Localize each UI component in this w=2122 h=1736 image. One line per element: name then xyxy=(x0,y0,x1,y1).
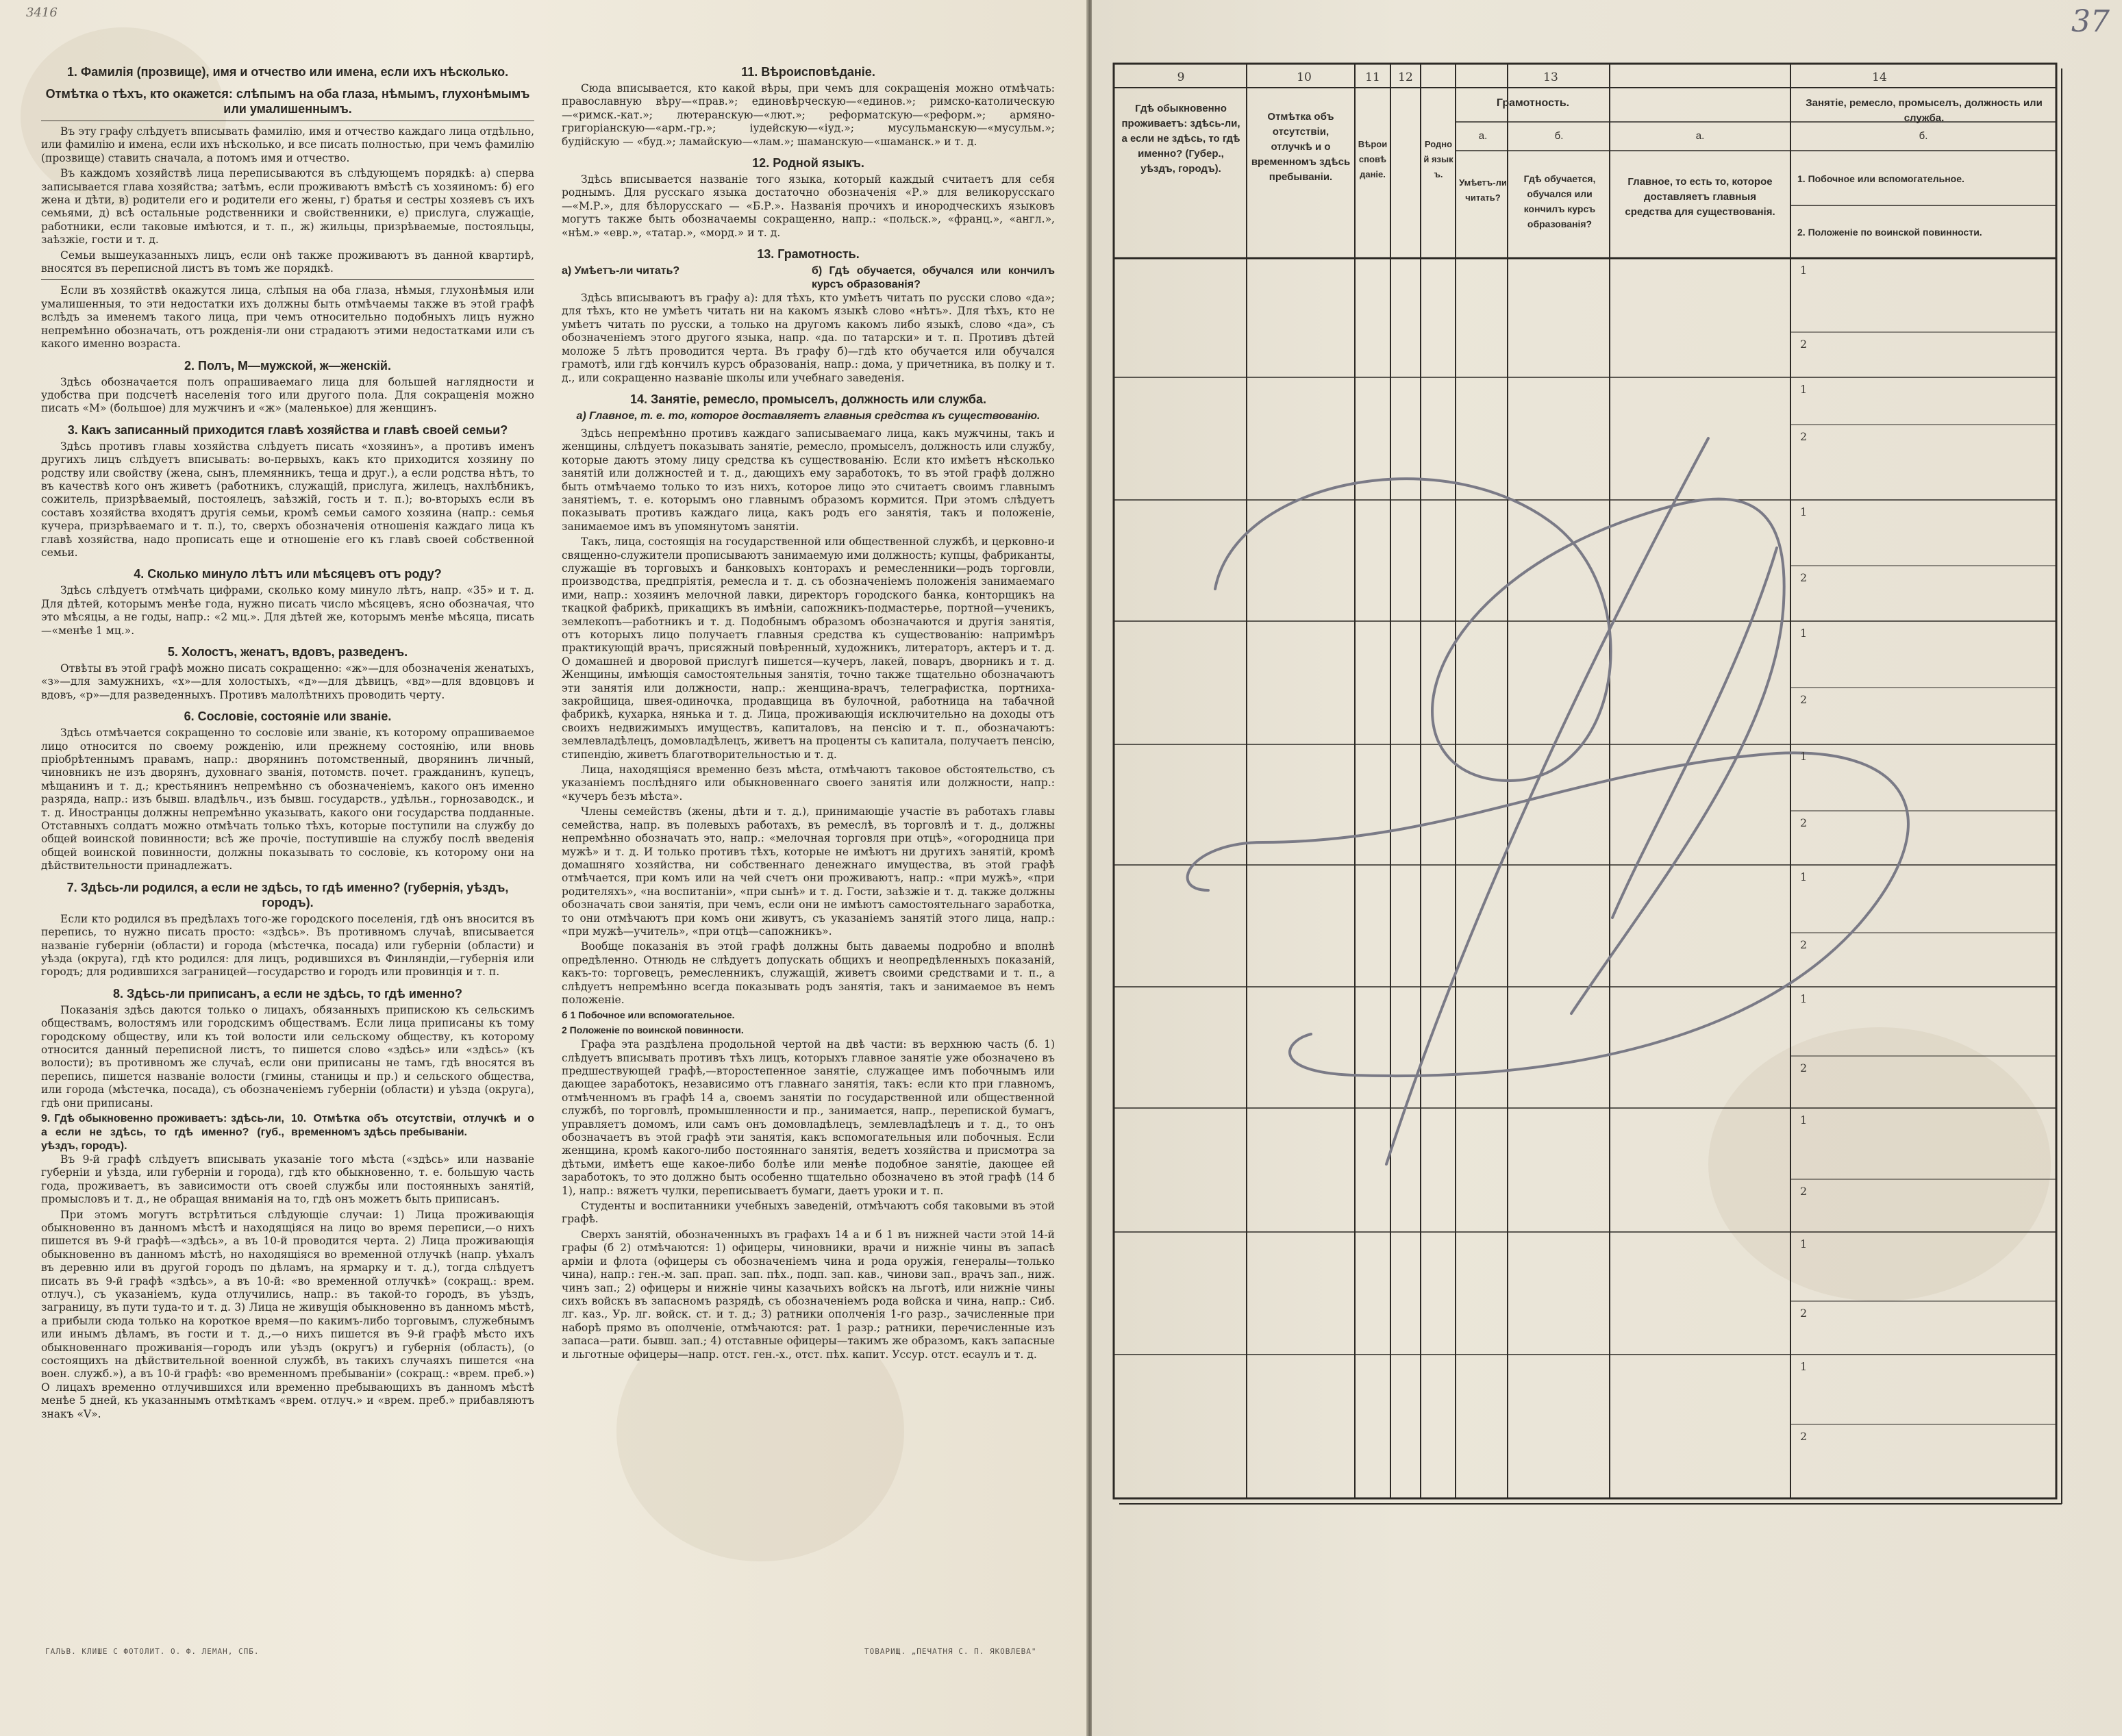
row-subnumber: 1 xyxy=(1800,992,1808,1005)
instruction-paragraph: Сюда вписывается, кто какой вѣры, при чемъ для сокращенія можно отмѣчать: православную вѣру—«прав.»; единовѣрческую—«единов.»; римско-католическую—«римск.-кат.»; лютеранскую—«лют.»; реформатскую—«реформ.»; армяно-григоріанскую—«арм.-гр.»; іудейскую—«іуд.»; мусульманскую—«мусульм.»; будійскую — «буд.»; ламайскую—«лам.»; шаманскую—«шаманск.» и т. д. xyxy=(562,82,1055,148)
table-frame xyxy=(1114,64,2056,1498)
instruction-paragraph: Показанія здѣсь даются только о лицахъ, обязанныхъ припискою къ сельскимъ обществамъ, волостямъ или городскимъ обществамъ. Если лица приписаны къ тому городскому обществу, или къ той волости или сельскому обществу, къ которому относится данный переписной листъ, то пишется слово «здѣсь» или «здѣсь» (къ волости); въ противномъ же случаѣ, если они приписаны не тамъ, гдѣ вносятся въ перепись, пишется названіе волости (гмины, станицы и пр.) и сельского общества, или города (мѣстечка, посада), съ обозначеніемъ губерніи (области) и уѣзда (округа), гдѣ они приписаны. xyxy=(41,1003,534,1109)
row-subnumber: 2 xyxy=(1800,1061,1808,1074)
row-subnumber: 2 xyxy=(1800,1307,1808,1320)
instructions-column-left xyxy=(41,58,534,1619)
section-heading: 1. Фамилія (прозвище), имя и отчество или имена, если ихъ нѣсколько. xyxy=(66,65,509,79)
row-subnumber: 2 xyxy=(1800,1185,1808,1198)
page-mark: 3416 xyxy=(26,5,58,20)
row-subnumber: 1 xyxy=(1800,870,1808,883)
instruction-paragraph: Въ эту графу слѣдуетъ вписывать фамилію, имя и отчество каждаго лица отдѣльно, или фамилію и имена, если ихъ нѣсколько, и все писать полностью, при чемъ фамилію (прозвище) ставить сначала, а потомъ имя и отчество. xyxy=(41,125,534,164)
section-heading: 12. Родной языкъ. xyxy=(752,156,864,171)
instruction-paragraph: Студенты и воспитанники учебныхъ заведеній, отмѣчаютъ собя таковыми въ этой графѣ. xyxy=(562,1200,1055,1226)
section-heading: 4. Сколько минуло лѣтъ или мѣсяцевъ отъ роду? xyxy=(134,567,442,581)
instruction-paragraph: Здѣсь отмѣчается сокращенно то сословіе или званіе, къ которому опрашиваемое лицо относится по своему рожденію, или прежнему состоянію, или вновь пріобрѣтеннымъ правамъ, напр.: дворянинъ потомственный, дворянинъ личный, чиновникъ не изъ дворянъ, духовнаго званія, потомств. почет. гражданинъ, купецъ, мѣщанинъ и т. д.; крестьянинъ непремѣнно съ обозначеніемъ, какого онъ именно разряда, напр.: изъ бывш. владѣльч., изъ бывш. государств., удѣльн., горнозаводск., и т. д. Иностранцы должны непремѣнно указывать, какого они государства подданные. Отставныхъ солдатъ можно отмѣчать только тѣхъ, которые поступили на службу до общей воинской повинности; всѣ же прочіе, поступившіе на службу послѣ введенія общей воинской повинности, должны показывать то сословіе, къ которому они на дѣйствительности принадлежатъ. xyxy=(41,727,534,872)
paired-heading xyxy=(562,264,1055,292)
row-subnumber: 1 xyxy=(1800,383,1808,396)
instruction-paragraph: Здѣсь непремѣнно противъ каждаго записываемаго лица, какъ мужчины, такъ и женщины, слѣдуетъ показывать занятіе, ремесло, промыселъ, должность или службу, которые даютъ этому лицу средства къ существованію. Если кто имѣетъ нѣсколько занятій или должностей и т. д., дающихъ ему заработокъ, то въ этой графѣ должно быть отмѣчаемо только то изъ нихъ, которое лицо это считаетъ своимъ главнымъ занятіемъ, т. е. которымъ оно главнымъ образомъ кормится. При этомъ слѣдуетъ показывать противъ каждаго лица, какъ родъ его занятія, такъ и положеніе, занимаемое имъ въ упомянутомъ занятіи. xyxy=(562,427,1055,533)
instruction-paragraph: Семьи вышеуказанныхъ лицъ, если онѣ также проживаютъ въ данной квартирѣ, вносятся въ переписной листъ въ томъ же порядкѣ. xyxy=(41,249,534,275)
header-side-occupation: 1. Побочное или вспомогательное. xyxy=(1797,173,1964,184)
pencil-cancellation-mark xyxy=(1188,438,1908,1164)
instruction-paragraph: Здѣсь вписывается названіе того языка, который каждый считаетъ для себя роднымъ. Для русскаго языка достаточно обозначенія «Р.» для великорусскаго—«М.Р.», для бѣлорусскаго — «Б.Р.». Названія прочихъ и инородческихъ языковъ могутъ также быть обозначаемы сокращенно, напр.: «польск.», «франц.», «англ.», «нѣм.» «евр.», «татар.», «морд.» и т. д. xyxy=(562,173,1055,239)
col-number-12: 12 xyxy=(1398,71,1413,84)
row-subnumber: 1 xyxy=(1800,505,1808,518)
pencil-stroke xyxy=(1386,438,1708,1164)
instruction-paragraph: Вообще показанія въ этой графѣ должны быть даваемы подробно и вполнѣ опредѣленно. Отнюдь не слѣдуетъ допускать общихъ и неопредѣленныхъ показаній, какъ-то: торговецъ, ремесленникъ, служащій, живетъ своими средствами и т. п., а слѣдуетъ непремѣнно всегда показывать родъ занятія, такъ и занимаемое въ немъ положеніе. xyxy=(562,940,1055,1006)
printer-imprint: ГАЛЬВ. КЛИШЕ С ФОТОЛИТ. О. Ф. ЛЕМАН, СПБ. xyxy=(45,1647,260,1656)
section-heading: 2. Полъ, М—мужской, ж—женскій. xyxy=(184,358,391,373)
census-table-grid xyxy=(1092,0,2122,1736)
instruction-paragraph: Лица, находящіяся временно безъ мѣста, отмѣчаютъ таковое обстоятельство, съ указаніемъ послѣдняго или обыкновеннаго своего занятія или должности, напр.: «кучеръ безъ мѣста». xyxy=(562,764,1055,803)
printer-imprint: ТОВАРИЩ. „ПЕЧАТНЯ С. П. ЯКОВЛЕВА" xyxy=(864,1647,1037,1656)
row-subnumber: 2 xyxy=(1800,1430,1808,1443)
pencil-stroke xyxy=(1612,548,1777,918)
section-heading: 13. Грамотность. xyxy=(757,247,860,262)
row-subnumber: 2 xyxy=(1800,693,1808,706)
instruction-paragraph: Члены семействъ (жены, дѣти и т. д.), принимающіе участіе въ работахъ главы семейства, напр. въ полевыхъ работахъ, въ ремеслѣ, въ торговлѣ и т. д., должны непремѣнно обозначать это, напр.: «мелочная торговля при отцѣ», «огородница при мужѣ» и т. д. И только противъ тѣхъ, которые не имѣютъ ни другихъ занятій, кромѣ домашняго хозяйства, ни собственнаго денежнаго имущества, въ этой графѣ отмѣчается, при комъ или на чей счетъ они проживаютъ, напр.: «при мужѣ», «при родителяхъ», «на воспитаніи», «при сынѣ» и т. д. Гости, заѣзжіе и т. д. также должны обозначать свои занятія, при чемъ, если они не имѣютъ самостоятельнаго заработка, то они отмѣчаютъ при комъ они живутъ, съ указаніемъ занятій этого лица, напр.: «при мужѣ—учитель», «при отцѣ—сапожникъ». xyxy=(562,805,1055,938)
row-subnumber: 1 xyxy=(1800,1237,1808,1250)
instruction-paragraph: Здѣсь слѣдуетъ отмѣчать цифрами, сколько кому минуло лѣтъ, напр. «35» и т. д. Для дѣтей, которымъ менѣе года, нужно писать число мѣсяцевъ, ясно обозначая, что это мѣсяцы, а не годы, напр.: «2 мц.». Для дѣтей же, которымъ менѣе мѣсяца, писать—«менѣе 1 мц.». xyxy=(41,584,534,637)
header-can-read: Умѣетъ-ли читать? xyxy=(1459,177,1507,203)
instruction-paragraph: Сверхъ занятій, обозначенныхъ въ графахъ 14 а и б 1 въ нижней части этой 14-й графы (б 2) отмѣчаются: 1) офицеры, чиновники, врачи и нижніе чины въ запасѣ арміи и флота (офицеры съ обозначеніемъ чина и рода оружія, генералы—только чина), напр.: ген.-м. зап. прап. зап. пѣх., подп. зап. кав., чинови зап., врачъ зап., ниж. чинъ зап.; 2) офицеры и нижніе чины казачьихъ войскъ на льготѣ, или нижніе чины сихъ войскъ въ запасномъ разрядѣ, съ обозначеніемъ рода войска и чина, напр.: Сиб. лг. каз., Ур. лг. войск. ст. и т. д.; 3) ратники ополченія 1-го разр., зачисленные при наборѣ прямо въ ополченіе, отмѣчаются: рат. 1 разр.; ратники, перечисленные изъ запаса—рати. бывш. зап.; 4) отставные офицеры—такимъ же образомъ, какъ запасные и льготные офицеры—напр. отст. ген.-х., отст. пѣх. капит. Уссур. отст. есаулъ и т. д. xyxy=(562,1228,1055,1361)
instruction-paragraph: Если въ хозяйствѣ окажутся лица, слѣпыя на оба глаза, нѣмыя, глухонѣмыя или умалишенныя, то эти недостатки ихъ должны быть отмѣчаемы также въ этой графѣ вслѣдъ за именемъ такого лица, при чемъ относительно подобныхъ лицъ нужно непремѣнно обозначать, отъ рожденія-ли они страдаютъ этими недостатками или съ какого именно возраста. xyxy=(41,284,534,351)
section-heading: 14. Занятіе, ремесло, промыселъ, должность или служба. xyxy=(629,392,987,406)
page-number: 37 xyxy=(2071,4,2110,39)
section-heading: 6. Сословіе, состояніе или званіе. xyxy=(184,709,392,724)
row-subnumber: 1 xyxy=(1800,627,1808,640)
header-absence: Отмѣтка объ отсутствіи, отлучкѣ и о временномъ здѣсь пребываніи. xyxy=(1251,111,1351,183)
instruction-paragraph: Въ 9-й графѣ слѣдуетъ вписывать указаніе того мѣста («здѣсь» или названіе губерніи и уѣзда, или губерніи и города), гдѣ кто обыкновенно, т. е. большую часть года, проживаетъ, въ зависимости отъ своей службы или постоянныхъ занятій, промысловъ и т. д., не обращая вниманія на то, гдѣ онъ можетъ быть приписанъ. xyxy=(41,1153,534,1206)
header-literacy: Грамотность. xyxy=(1496,97,1570,109)
heading: 10. Отмѣтка объ отсутствіи, отлучкѣ и о временномъ здѣсь пребываніи. xyxy=(291,1112,534,1138)
header-residence: Гдѣ обыкновенно проживаетъ: здѣсь-ли, а если не здѣсь, то гдѣ именно? (Губер., уѣздъ, городъ). xyxy=(1121,103,1240,175)
row-subnumber: 1 xyxy=(1800,750,1808,763)
col-number-11: 11 xyxy=(1365,71,1380,84)
heading: б) Гдѣ обучается, обучался или кончилъ курсъ образованія? xyxy=(812,265,1055,291)
col-number-10: 10 xyxy=(1297,71,1312,84)
instruction-paragraph: Такъ, лица, состоящія на государственной или общественной службѣ, и церковно-и священно-служители прописываютъ занимаемую ими должность; купцы, фабриканты, служащіе въ торговыхъ и банковыхъ конторахъ и ремесленники—родъ торговли, производства, предпріятія, ремесла и т. д. съ обозначеніемъ положенія занимаемаго ими, напр.: хозяинъ мелочной лавки, директоръ городского банка, конторщикъ на ткацкой фабрикѣ, прикащикъ въ имѣніи, сапожникъ-подмастерье, портной—ученикъ, землекопъ—работникъ и т. д. Подобнымъ образомъ обозначаются и другія занятія, отъ которыхъ лицо получаетъ главныя средства къ существованію: напримѣръ практикующій врачъ, присяжный повѣренный, художникъ, литераторъ, актеръ и т. д. О домашней и дворовой прислугѣ пишется—кучеръ, лакей, поваръ, дворникъ и т. д. Женщины, имѣющія самостоятельныя занятія, точно также тщательно обозначаютъ эти занятія или должности, напр.: женщина-врачъ, телеграфистка, портниха-закройщица, швея-одиночка, продавщица въ булочной, работница на табачной фабрикѣ, кухарка, нянька и т. д. Лица, проживающія исключительно на доходы отъ своихъ недвижимыхъ имуществъ, капиталовъ, на пенсію и т. п., обозначаютъ: землевладѣлецъ, домовладѣлецъ, живетъ на проценты съ капитала, получаетъ пенсію, стипендію, живетъ благотворительностью и т. д. xyxy=(562,536,1055,761)
pencil-stroke xyxy=(1188,753,1908,1076)
instruction-paragraph: Графа эта раздѣлена продольной чертой на двѣ части: въ верхнюю часть (б. 1) слѣдуетъ вписывать противъ тѣхъ лицъ, которыхъ главное занятіе уже обозначено въ предшествующей графѣ,—второстепенное занятіе, служащее имъ побочнымъ или дающее заработокъ, независимо отъ главнаго занятія, такъ: если кто при главномъ, отмѣченномъ въ графѣ 14 а, своемъ занятіи по государственной или общественной службѣ, по торговлѣ, промышленности и пр., занимается, напр., перепиской бумагъ, управляетъ домомъ, или самъ онъ домовладѣлецъ, землевладѣлецъ и т. д., то онъ обозначаетъ въ этой графѣ эти занятія, какъ вспомогательныя или побочныя. Если женщина, кромѣ какого-либо постояннаго занятія, ведетъ хозяйства и присмотра за дѣтьми, имѣетъ еще какое-либо болѣе или менѣе подобное занятіе, дающее ей заработокъ, то это должно быть особенно тщательно обозначено въ этой графѣ (14 б 1), напр.: вяжетъ чулки, переписываетъ бумаги, даетъ уроки и т. п. xyxy=(562,1038,1055,1197)
section-heading: Отмѣтка о тѣхъ, кто окажется: слѣпымъ на оба глаза, нѣмымъ, глухонѣмымъ или умалишеннымъ. xyxy=(45,87,530,116)
section-heading: а) Главное, т. е. то, которое доставляетъ главныя средства къ существованію. xyxy=(576,410,1040,422)
section-heading: 8. Здѣсь-ли приписанъ, а если не здѣсь, то гдѣ именно? xyxy=(113,986,462,1001)
section-heading: б 1 Побочное или вспомогательное. xyxy=(562,1009,735,1021)
col-number-14: 14 xyxy=(1872,71,1887,84)
instruction-paragraph: При этомъ могутъ встрѣтиться слѣдующіе случаи: 1) Лица проживающія обыкновенно въ данномъ мѣстѣ и находящіяся на лицо во время переписи,—о нихъ пишется въ 9-й графѣ—«здѣсь», а въ 10-й проводится черта. 2) Лица проживающія обыкновенно въ данномъ мѣстѣ, но находящіяся во временной отлучкѣ (напр. уѣхалъ въ деревню или въ другой городъ по дѣламъ, на ярмарку и т. д.), тогда слѣдуетъ писать въ 9-й графѣ «здѣсь», а въ 10-й: «во временной отлучкѣ» (сокращ.: врем. отлуч.), съ указаніемъ, куда отлучились, напр.: въ такой-то городъ, въ уѣздъ, заграницу, въ пути туда-то и т. д. 3) Лица не живущія обыкновенно въ данномъ мѣстѣ, а прибыли сюда только на короткое время—по какимъ-либо торговымъ, служебнымъ или инымъ дѣламъ, въ гости и т. д.,—о нихъ пишется въ 9-й графѣ мѣсто ихъ обыкновеннаго проживанія—городъ или уѣздъ (округъ) и губернія (область), (о состоящихъ на дѣйствительной военной службѣ, въ такихъ случаяхъ пишется «на воен. служб.»), а въ 10-й графѣ: «во временномъ пребываніи» (сокращ.: «врем. преб.») О лицахъ временно отлучившихся или временно пребывающихъ въ данномъ мѣстѣ менѣе 5 дней, къ указаннымъ отмѣткамъ «врем. отлуч.» и «врем. преб.» прибавляютъ знакъ «V». xyxy=(41,1208,534,1420)
row-subnumber: 2 xyxy=(1800,938,1808,951)
letter-14a: а. xyxy=(1695,130,1705,142)
row-subnumber: 2 xyxy=(1800,816,1808,829)
row-subnumber: 1 xyxy=(1800,1114,1808,1127)
letter-13a: а. xyxy=(1478,130,1488,142)
col-number-9: 9 xyxy=(1177,71,1185,84)
header-education: Гдѣ обучается, обучался или кончилъ курсъ образованія? xyxy=(1523,173,1596,229)
row-subnumber: 1 xyxy=(1800,1360,1808,1373)
header-military-status: 2. Положеніе по воинской повинности. xyxy=(1797,227,1982,238)
census-table-sheet xyxy=(1092,0,2122,1736)
section-heading: 5. Холостъ, женатъ, вдовъ, разведенъ. xyxy=(167,645,408,659)
row-subnumber: 2 xyxy=(1800,571,1808,584)
letter-13b: б. xyxy=(1554,130,1564,142)
letter-14b: б. xyxy=(1919,130,1928,142)
heading: 9. Гдѣ обыкновенно проживаетъ: здѣсь-ли, а если не здѣсь, то гдѣ именно? (губ., уѣздъ, городъ). xyxy=(41,1112,284,1152)
section-heading: 7. Здѣсь-ли родился, а если не здѣсь, то гдѣ именно? (губернія, уѣздъ, городъ). xyxy=(66,880,509,909)
instruction-paragraph: Въ каждомъ хозяйствѣ лица переписываются въ слѣдующемъ порядкѣ: а) сперва записывается глава хозяйства; затѣмъ, если проживаютъ вмѣстѣ съ хозяиномъ: б) его жена и дѣти, в) родители его и родители его жены, г) братья и сестры хозяевъ съ ихъ семьями, д) всѣ остальные родственники и свойственники, е) прислуга, служащіе, работники, если таковые имѣются, и т. п., ж) жильцы, призрѣваемые, постояльцы, заѣзжіе, гости и т. д. xyxy=(41,167,534,247)
col-number-13: 13 xyxy=(1543,71,1558,84)
section-heading: 2 Положеніе по воинской повинности. xyxy=(562,1024,744,1035)
instruction-paragraph: Здѣсь вписываютъ въ графу а): для тѣхъ, кто умѣетъ читать по русски слово «да»; для тѣхъ, кто не умѣетъ читать ни на какомъ языкѣ слово «нѣтъ». Для тѣхъ, кто не умѣетъ читать по русски, а только на другомъ какомъ либо языкѣ, слово «да», съ обозначеніемъ этого другого языка, напр. «да. по татарски» и т. п. Противъ дѣтей моложе 5 лѣтъ проводится черта. Въ графу б)—гдѣ кто обучается или обучался грамотѣ, или гдѣ кончилъ курсъ образованія, напр.: дома, у причетника, въ полку и т. д., или сокращенно названіе школы или учебнаго заведенія. xyxy=(562,292,1055,384)
row-subnumber: 2 xyxy=(1800,338,1808,351)
header-native-language: Родной языкъ. xyxy=(1423,139,1453,179)
instruction-paragraph: Отвѣты въ этой графѣ можно писать сокращенно: «ж»—для обозначенія женатыхъ, «з»—для замужнихъ, «х»—для холостыхъ, «д»—для дѣвицъ, «вд»—для вдовцовъ и вдовъ, «р»—для разведенныхъ. Противъ малолѣтнихъ проводить черту. xyxy=(41,662,534,701)
row-subnumber: 2 xyxy=(1800,430,1808,443)
header-religion: Вѣроисповѣданіе. xyxy=(1358,139,1388,179)
instruction-paragraph: Если кто родился въ предѣлахъ того-же городского поселенія, гдѣ онъ вносится въ перепись, то нужно писать просто: «здѣсь». Въ противномъ случаѣ, вписывается названіе губерніи (области) и города (мѣстечка, посада) или губерніи (области) и уѣзда (округа), гдѣ кто родился: для лицъ, родившихся въ Финляндіи,—губернія или городъ; для родившихся заграницей—государство и городъ или провинція и т. п. xyxy=(41,912,534,979)
header-main-occupation: Главное, то есть то, которое доставляетъ главныя средства для существованія. xyxy=(1625,176,1775,218)
instructions-column-right xyxy=(562,58,1055,1633)
header-occupation: Занятіе, ремесло, промыселъ, должность или служба. xyxy=(1806,97,2043,124)
instruction-paragraph: Здѣсь обозначается полъ опрашиваемаго лица для большей наглядности и удобства при подсчетѣ населенія того или другого пола. Для сокращенія можно писать «М» (большое) для мужчинъ и «ж» (маленькое) для женщинъ. xyxy=(41,375,534,415)
section-heading: 11. Вѣроисповѣданіе. xyxy=(741,65,875,79)
paired-heading xyxy=(41,1112,534,1153)
heading: а) Умѣетъ-ли читать? xyxy=(562,265,680,277)
pencil-stroke xyxy=(1215,479,1784,1014)
section-divider xyxy=(41,279,534,280)
instruction-paragraph: Здѣсь противъ главы хозяйства слѣдуетъ писать «хозяинъ», а противъ именъ другихъ лицъ слѣдуетъ вписывать: во-первыхъ, какъ кто приходится хозяину по родству или свойству (жена, сынъ, племянникъ, теща и друг.), а если родства нѣтъ, то въ качествѣ кого онъ живетъ (работникъ, служащій, прислуга, жилецъ, нахлѣбникъ, сожитель, призрѣваемый, постоялецъ, заѣзжій, гость и т. п.); во-вторыхъ если въ составъ хозяйства входятъ другія семьи, кромѣ семьи самого хозяина (напр.: семья кучера, призрѣваемаго и т. п.), то, сверхъ обозначенія отношенія каждаго лица къ главѣ хозяйства, надо прописать еще и отношеніе его къ главѣ своей собственной семьи. xyxy=(41,440,534,559)
section-heading: 3. Какъ записанный приходится главѣ хозяйства и главѣ своей семьи? xyxy=(67,423,508,437)
row-subnumber: 1 xyxy=(1800,264,1808,277)
